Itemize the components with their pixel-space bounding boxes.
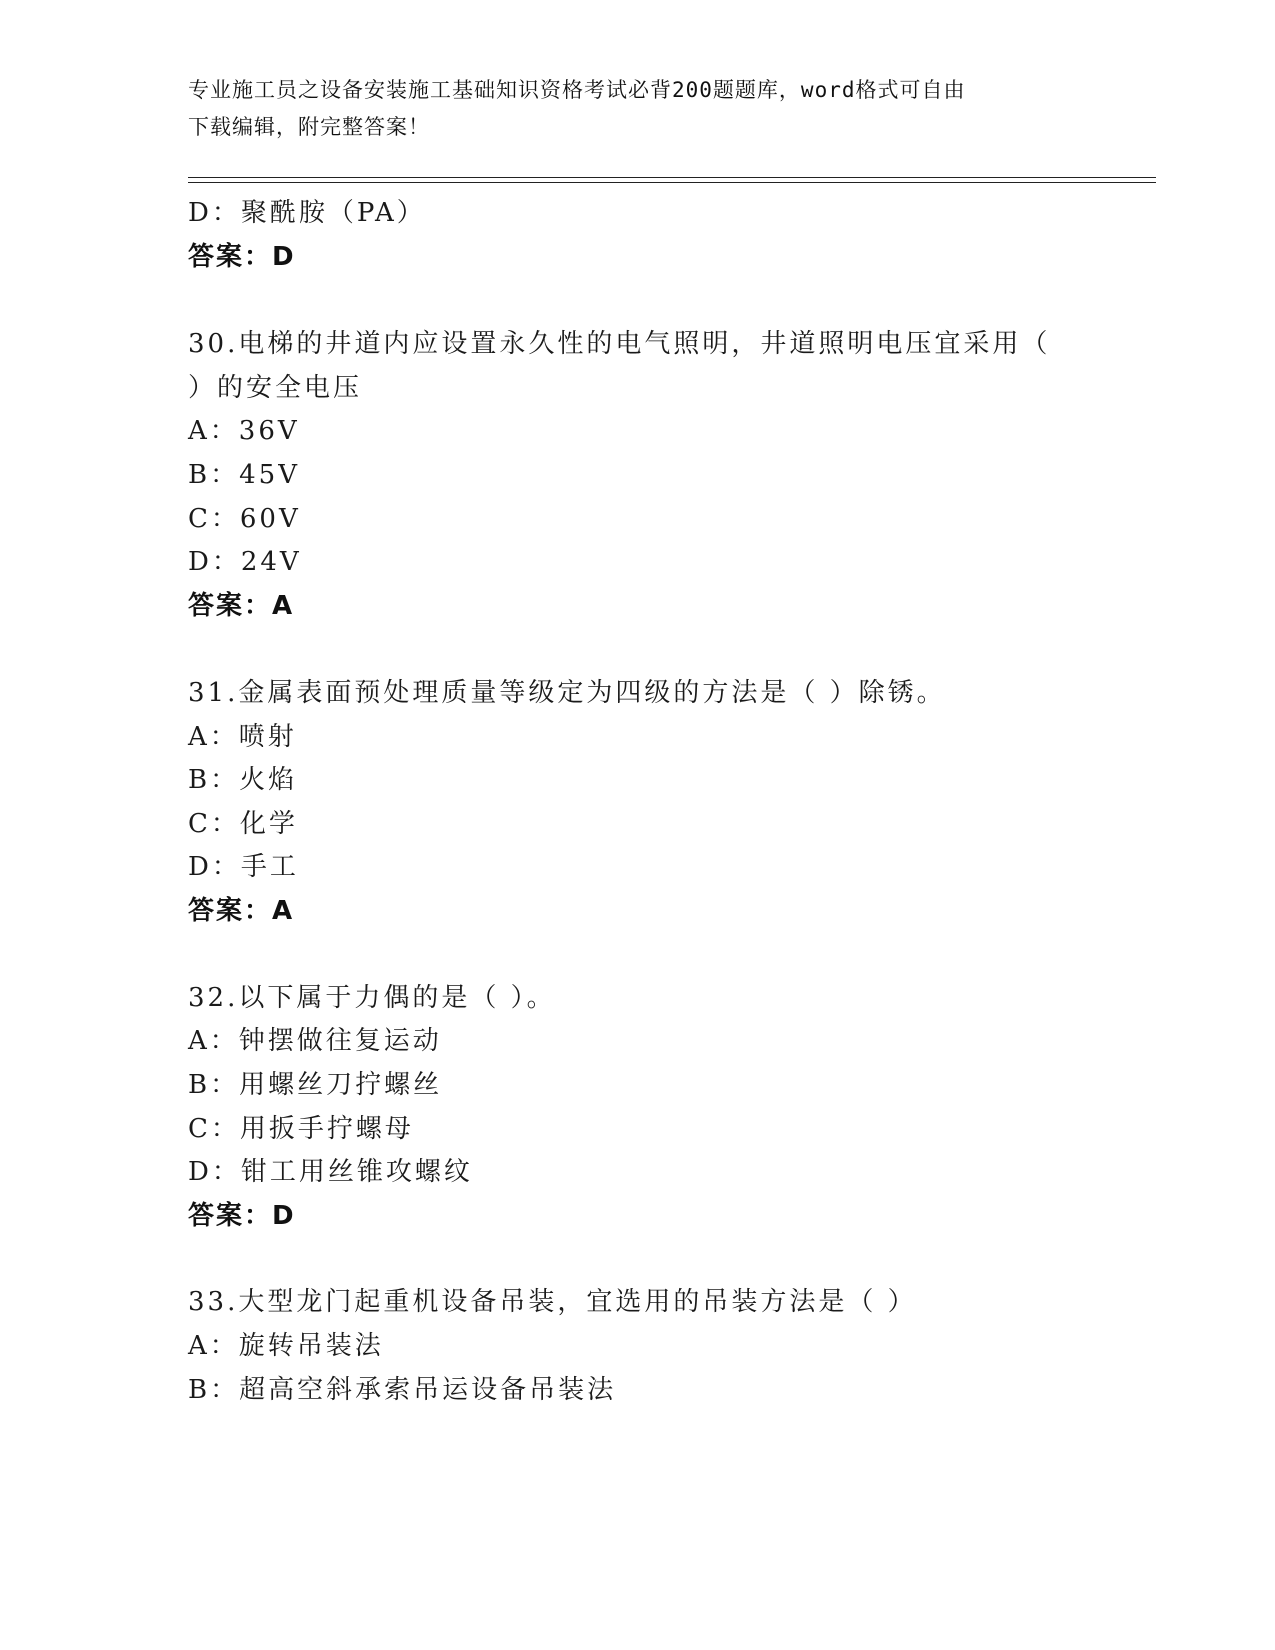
question-30-option-a: A：36V	[188, 416, 300, 446]
question-33-option-a: A：旋转吊装法	[188, 1331, 384, 1361]
prev-answer	[188, 236, 296, 273]
answer-value: D	[272, 1201, 296, 1231]
question-32-option-a: A：钟摆做往复运动	[188, 1026, 442, 1056]
question-32-option-c: C：用扳手拧螺母	[188, 1114, 414, 1144]
question-31-option-b: B：火焰	[188, 765, 298, 795]
question-31-option-c: C：化学	[188, 809, 298, 839]
question-31-option-d: D：手工	[188, 852, 299, 882]
header-line-1: 专业施工员之设备安装施工基础知识资格考试必背200题题库，word格式可自由	[188, 78, 966, 102]
question-30-option-c: C：60V	[188, 504, 301, 534]
prev-option-d: D：聚酰胺（PA）	[188, 198, 426, 228]
answer-label: 答案：	[188, 896, 273, 926]
answer-value: A	[272, 896, 295, 926]
question-33-stem: 33.大型龙门起重机设备吊装，宜选用的吊装方法是（ ）	[188, 1287, 917, 1317]
header-divider-top	[188, 177, 1156, 178]
header-divider-bottom	[188, 182, 1156, 183]
question-30-stem-line-1: 30.电梯的井道内应设置永久性的电气照明，井道照明电压宜采用（	[188, 329, 1051, 359]
question-31-stem: 31.金属表面预处理质量等级定为四级的方法是（ ）除锈。	[188, 678, 946, 708]
answer-value: D	[272, 242, 296, 272]
answer-value: A	[272, 591, 295, 621]
answer-label: 答案：	[188, 1201, 273, 1231]
question-30-stem-line-2: ）的安全电压	[188, 373, 363, 403]
question-30-option-b: B：45V	[188, 460, 300, 490]
question-32-option-b: B：用螺丝刀拧螺丝	[188, 1070, 443, 1100]
question-32-option-d: D：钳工用丝锥攻螺纹	[188, 1157, 473, 1187]
header-line-2: 下载编辑，附完整答案！	[188, 115, 430, 139]
document-header	[188, 72, 1078, 146]
answer-label: 答案：	[188, 242, 273, 272]
question-31-option-a: A：喷射	[188, 722, 297, 752]
question-32-answer	[188, 1195, 296, 1232]
question-30-answer	[188, 585, 294, 622]
answer-label: 答案：	[188, 591, 273, 621]
question-31-answer	[188, 890, 294, 927]
question-32-stem: 32.以下属于力偶的是（ ）。	[188, 983, 556, 1013]
question-30-option-d: D：24V	[188, 547, 302, 577]
question-33-option-b: B：超高空斜承索吊运设备吊装法	[188, 1375, 617, 1405]
